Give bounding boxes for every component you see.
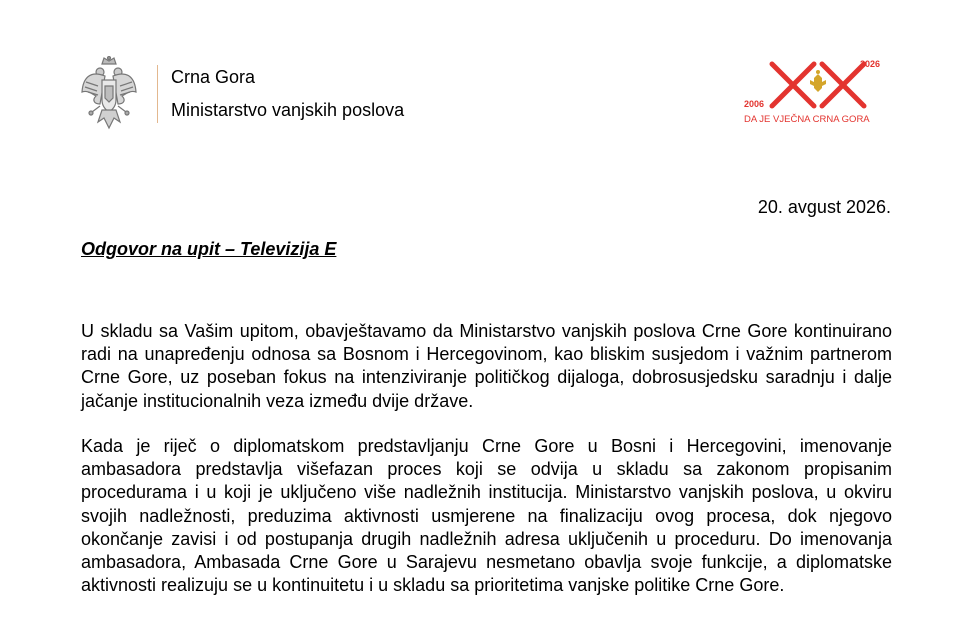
header-divider — [157, 65, 158, 123]
country-name: Crna Gora — [171, 67, 256, 87]
body-paragraph-2: Kada je riječ o diplomatskom predstavljanju Crne Gore u Bosni i Hercegovini, imenovanje ambasadora predstavlja višefazan proces koji se odvija u skladu sa zakonom propisanim procedurama i u koji je uključeno više nadležnih institucija. Ministarstvo vanjskih poslova, u okviru svojih nadležnosti, preduzima aktivnosti usmjerene na finalizaciju ovog procesa, dok njegovo okončanje zavisi i od postupanja drugih nadležnih adresa uključenih u proceduru. Do imenovanja ambasadora, Ambasada Crne Gore u Sarajevu nesmetano obavlja svoje funkcije, a diplomatske aktivnosti realizuju se u kontinuitetu i u skladu sa prioritetima vanjske politike Crne Gore. — [81, 436, 892, 596]
ministry-name: Ministarstvo vanjskih poslova — [171, 100, 405, 120]
document-date: 20. avgust 2026. — [757, 197, 891, 217]
xx-jubilee-logo — [740, 56, 900, 128]
letterhead — [0, 0, 978, 150]
montenegro-coat-of-arms-icon — [80, 56, 138, 132]
body-paragraph-1: U skladu sa Vašim upitom, obavještavamo da Ministarstvo vanjskih poslova Crne Gore kontinuirano radi na unapređenju odnosa sa Bosnom i Hercegovinom, kao bliskim susjedom i važnim partnerom Crne Gore, uz poseban fokus na intenziviranje političkog dijaloga, dobrosusjedsku saradnju i dalje jačanje institucionalnih veza između dvije države. — [81, 321, 892, 411]
jubilee-year-end: 2026 — [860, 59, 881, 69]
document-subject: Odgovor na upit – Televizija E — [81, 239, 337, 259]
jubilee-motto: DA JE VJEČNA CRNA GORA — [744, 114, 870, 125]
jubilee-year-start: 2006 — [744, 99, 765, 109]
